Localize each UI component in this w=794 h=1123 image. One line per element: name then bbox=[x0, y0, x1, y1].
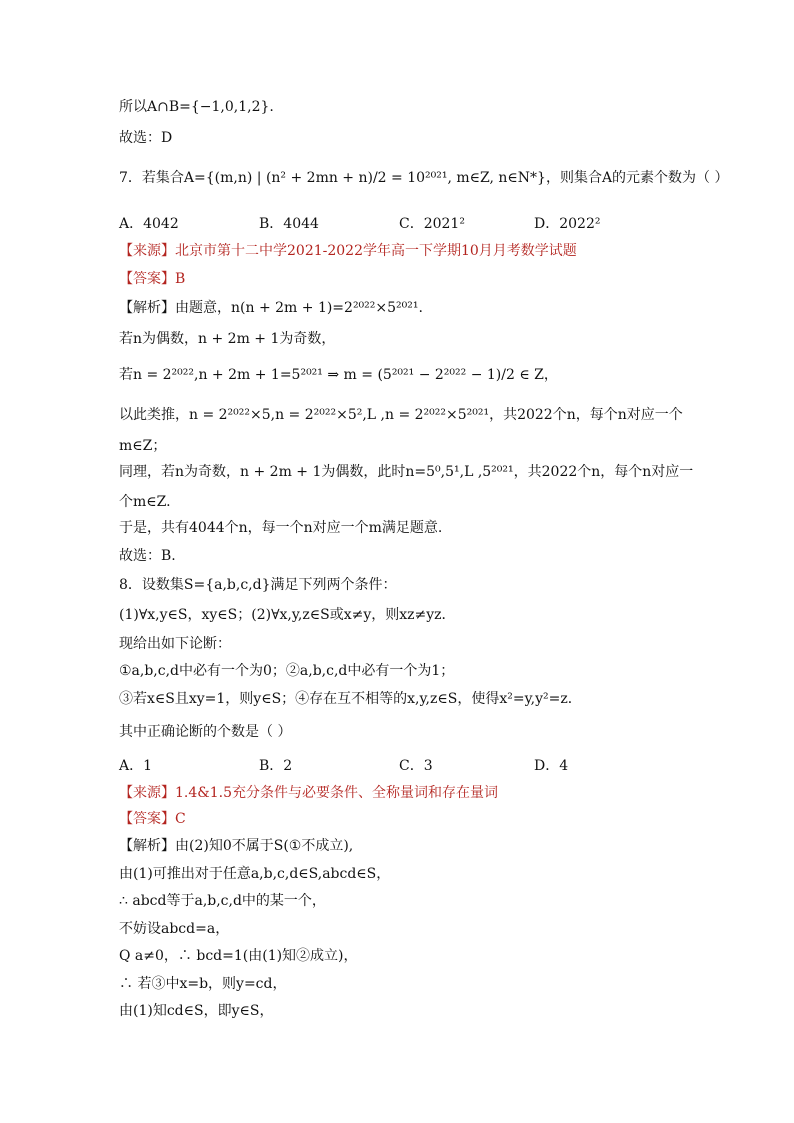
text-line: 于是，共有4044个n，每一个n对应一个m满足题意. bbox=[119, 520, 443, 536]
choice-d: D．4 bbox=[534, 758, 569, 774]
choice-a: A．4042 bbox=[119, 216, 179, 232]
choice-b: B．2 bbox=[259, 758, 293, 774]
text-line: 以此类推，n = 2²⁰²²×5,n = 2²⁰²²×5²,L ,n = 2²⁰²²×5²⁰²¹，共2022个n，每个n对应一个 bbox=[119, 407, 683, 423]
choice-c: C．3 bbox=[399, 758, 433, 774]
choice-d: D．2022² bbox=[534, 216, 601, 232]
answer-line: 【答案】B bbox=[119, 271, 186, 287]
text-line: ③若x∈S且xy=1，则y∈S；④存在互不相等的x,y,z∈S，使得x²=y,y²=z． bbox=[119, 691, 582, 707]
text-line: 个m∈Z. bbox=[119, 494, 171, 510]
text-line: 故选：B. bbox=[119, 548, 176, 564]
text-line: 若n为偶数，n + 2m + 1为奇数， bbox=[119, 331, 336, 347]
choice-b: B．4044 bbox=[259, 216, 319, 232]
text-line: ∴ 若③中x=b，则y=cd， bbox=[119, 976, 287, 992]
text-line: 故选：D bbox=[119, 130, 173, 146]
source-line: 【来源】北京市第十二中学2021-2022学年高一下学期10月月考数学试题 bbox=[119, 243, 577, 259]
text-line: ∴ abcd等于a,b,c,d中的某一个， bbox=[119, 893, 326, 909]
text-line: m∈Z； bbox=[119, 438, 167, 454]
text-line: ①a,b,c,d中必有一个为0；②a,b,c,d中必有一个为1； bbox=[119, 663, 455, 679]
choices-q7 bbox=[119, 214, 739, 234]
choices-q8 bbox=[119, 756, 739, 776]
analysis-line: 【解析】由题意，n(n + 2m + 1)=2²⁰²²×5²⁰²¹. bbox=[119, 300, 423, 316]
text-line: 由(1)可推出对于任意a,b,c,d∈S,abcd∈S， bbox=[119, 866, 391, 882]
answer-line: 【答案】C bbox=[119, 811, 186, 827]
source-line: 【来源】1.4&1.5充分条件与必要条件、全称量词和存在量词 bbox=[119, 785, 498, 801]
choice-a: A．1 bbox=[119, 758, 153, 774]
text-line: 若n = 2²⁰²²,n + 2m + 1=5²⁰²¹ ⇒ m = (5²⁰²¹ − 2²⁰²² − 1)/2 ∈ Z， bbox=[119, 367, 558, 383]
text-line: 同理，若n为奇数，n + 2m + 1为偶数，此时n=5⁰,5¹,L ,5²⁰²¹，共2022个n，每个n对应一 bbox=[119, 464, 694, 480]
text-line: 所以A∩B={−1,0,1,2}. bbox=[119, 99, 274, 115]
analysis-line: 【解析】由(2)知0不属于S(①不成立), bbox=[119, 838, 354, 854]
text-line: 现给出如下论断： bbox=[119, 636, 231, 652]
choice-c: C．2021² bbox=[399, 216, 465, 232]
question-8: 8．设数集S={a,b,c,d}满足下列两个条件： bbox=[119, 577, 397, 593]
text-line: Q a≠0，∴ bcd=1(由(1)知②成立)， bbox=[119, 948, 358, 964]
text-line: (1)∀x,y∈S，xy∈S；(2)∀x,y,z∈S或x≠y，则xz≠yz． bbox=[119, 607, 456, 623]
text-line: 其中正确论断的个数是（ ） bbox=[119, 724, 292, 740]
question-7: 7．若集合A={(m,n) | (n² + 2mn + n)/2 = 10²⁰²¹, m∈Z, n∈N*}，则集合A的元素个数为（ ） bbox=[119, 170, 729, 186]
text-line: 由(1)知cd∈S，即y∈S， bbox=[119, 1003, 274, 1019]
text-line: 不妨设abcd=a， bbox=[119, 921, 230, 937]
